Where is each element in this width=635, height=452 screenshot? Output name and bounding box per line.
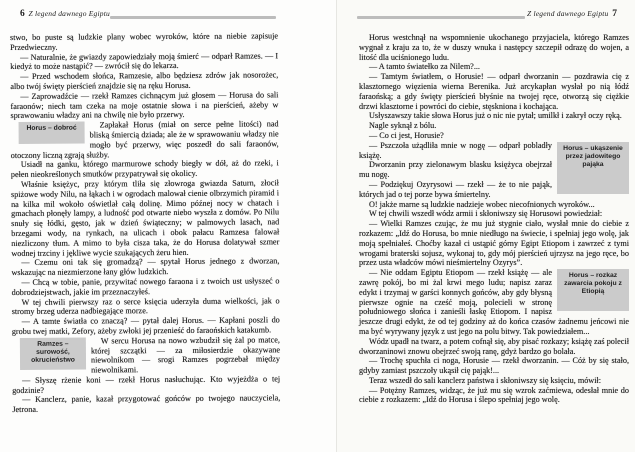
margin-note: Horus – rozkaz zawarcia pokoju z Etiopią <box>557 269 629 311</box>
paragraph: — A tamto światełko za Nilem?... <box>369 62 480 72</box>
paragraph: — Podziękuj Ozyrysowi — rzekł — że to nie pająk, których jad o tej porze bywa śmiertelny. <box>359 179 552 199</box>
paragraph: — Potężny Ramzes, widząc, że już mu się wzrok zaćmiewa, odesłał mnie do ciebie z rozkazem: „Idź do Horusa i ślepo spełniaj jego wolę. <box>359 385 629 405</box>
left-page-header <box>20 9 110 19</box>
paragraph: — Czemu oni tak się gromadzą? — spytał Horus jednego z dworzan, wskazując na niezmierzone łany głów ludzkich. <box>11 256 280 278</box>
paragraph: — A tamte światła co znaczą? — pytał dalej Horus. — Kapłani poszli do grobu twej matki, Zefory, ażeby zwłoki jej przenieść do faraońskich katakumb. <box>11 315 280 336</box>
paragraph: Usiadł na ganku, którego marmurowe schody biegły w dół, aż do rzeki, i pełen nieokreślonych smutków przypatrywał się okolicy. <box>10 158 279 180</box>
paragraph <box>12 335 280 376</box>
paragraph: stwo, bo puste są ludzkie plany wobec wyroków, które na niebie zapisuje Przedwieczny. <box>10 31 279 52</box>
header-rule <box>357 16 525 19</box>
paragraph: W tej chwili pierwszy raz o serce księcia uderzyła duma wielkości, jak o stromy brzeg uderza nadbiegające morze. <box>11 295 280 317</box>
paragraph: Dworzanin przy zielonawym blasku księżyca obejrzał mu nogę. <box>359 160 552 180</box>
right-body-column <box>359 33 629 405</box>
paragraph-text: W sercu Horusa na nowo wzbudził się żal po matce, której szczątki — za miłosierdzie okazywane niewolnikom — srogi Ramzes pogrzebał między niewolnikami. <box>90 335 281 375</box>
paragraph: — Co ci jest, Horusie? <box>369 130 444 140</box>
paragraph: — Kanclerz, panie, kazał przygotować gońców po twojego nauczyciela, Jetrona. <box>12 393 281 415</box>
margin-note: Ramzes – surowość, okrucieństwo <box>20 337 86 369</box>
paragraph-text: Zapłakał Horus (miał on serce pełne litości) nad bliską śmiercią dziada; ale że w sprawowaniu władzy nie mogło być przerwy, więc poszedł do sali faraonów, otoczony liczną zgrają służby. <box>10 119 279 160</box>
paragraph: — Naturalnie, że gwiazdy zapowiedziały moją śmierć — odparł Ramzes. — I kiedyż to może nastąpić? — zwrócił się do lekarza. <box>10 50 279 72</box>
paragraph: — Zaprowadźcie — rzekł Ramzes cichnącym już głosem — Horusa do sali faraonów; niech tam czeka na moje ostatnie słowa i na pierścień, ażeby w sprawowaniu władzy ani na chwilę nie było przerwy. <box>10 90 279 121</box>
paragraph: — Słyszę rżenie koni — rzekł Horus nasłuchując. Kto wyjeżdża o tej godzinie? <box>12 374 281 395</box>
paragraph: Teraz wszedł do sali kanclerz państwa i skłoniwszy się księciu, mówił: <box>369 375 602 385</box>
paragraph-text: — Pszczoła użądliła mnie w nogę — odparł pobladły książę. <box>359 140 552 160</box>
right-page <box>337 0 635 452</box>
page-number: 7 <box>612 9 617 19</box>
left-body-column <box>10 31 280 415</box>
paragraph: O! jakże marne są ludzkie nadzieje wobec niecofnionych wyroków... <box>369 199 595 209</box>
paragraph <box>359 268 629 337</box>
paragraph: Horus westchnął na wspomnienie ukochanego przyjaciela, którego Ramzes wygnał z kraju za to, że w duszy wnuka i następcy szczepił odrazę do wojen, a litość dla uciśnionego ludu. <box>359 33 629 62</box>
paragraph-text: — Nie oddam Egiptu Etiopom — rzekł książę — ale zawrę pokój, bo mi żal krwi mego ludu; napisz zaraz edykt i trzymaj w garści konnych gońców, aby gdy błysną pierwsze ognie na cześć moją, polecieli w stronę południowego słońca i zanieśli łaskę Etiopom. I napisz jeszcze drugi edykt, że od tej godziny aż do końca czasów żadnemu jeńcowi nie ma być wyrywany język z ust jego na polu bitwy. Tak powiedziałem... <box>359 268 629 336</box>
right-page-header <box>527 9 617 19</box>
paragraph: Wódz upadł na twarz, a potem cofnął się, aby pisać rozkazy; książę zaś polecił dworzaninowi znowu obejrzeć swoją ranę, gdyż bardzo go bolała. <box>359 336 629 356</box>
page-number: 6 <box>20 9 25 19</box>
margin-note: Horus – ukąszenie przez jadowitego pająka <box>557 142 629 194</box>
header-rule <box>110 16 276 19</box>
paragraph: — Przed wschodem słońca, Ramzesie, albo będziesz zdrów jak nosorożec, albo twój święty pierścień znajdzie się na ręku Horusa. <box>10 70 279 91</box>
paragraph <box>359 140 629 168</box>
margin-note: Horus – dobroć <box>19 122 85 144</box>
running-title: Z legend dawnego Egiptu <box>527 9 609 18</box>
paragraph: — Wielki Ramzes czując, że mu już stygnie ciało, wysłał mnie do ciebie z rozkazem: „Idź do Horusa, bo mnie niedługo na świecie, i spełniaj jego wolę, jak moją spełniałeś. Choćby kazał ci ustąpić górny Egipt Etiopom i zawrzeć z tymi wrogami braterski sojusz, wykonaj to, gdy mój pierścień ujrzysz na jego ręce, bo przez usta władców mówi nieśmiertelny Ozyrys”. <box>359 219 629 268</box>
paragraph: W tej chwili wszedł wódz armii i skłoniwszy się Horusowi powiedział: <box>369 209 603 219</box>
paragraph: — Tamtym światłem, o Horusie! — odparł dworzanin — pozdrawia cię z klasztornego więzienia wierna Berenika. Już arcykapłan wysłał po nią łódź faraońską; a gdy święty pierścień błyśnie na twojej ręce, otworzą się ciężkie drzwi klasztorne i powróci do ciebie, stęskniona i kochająca. <box>359 72 629 111</box>
running-title: Z legend dawnego Egiptu <box>28 9 110 18</box>
paragraph: — Chcą w tobie, panie, przywitać nowego faraona i z twoich ust usłyszeć o dobrodziejstwach, jakie im przeznaczyłeś. <box>11 276 280 297</box>
paragraph: Właśnie księżyc, przy którym tliła się złowroga gwiazda Saturn, złocił spiżowe wody Nilu, na łąkach i w ogrodach malował cienie olbrzymich piramid i na kilka mil wokoło oświetlał całą dolinę. Mimo późnej nocy w chatach i gmachach płonęły lampy, a ludność pod otwarte niebo wyszła z domów. Po Nilu snuły się łódki, gęsto, jak w dzień świąteczny; w palmowych lasach, nad brzegami wody, na rynkach, na ulicach i obok pałacu Ramzesa falował niezliczony tłum. A mimo to była cisza taka, że do Horusa dolatywał szmer wodnej trzciny i jękliwe wycie szukających żeru hien. <box>10 178 280 258</box>
paragraph <box>11 120 279 161</box>
paragraph: Usłyszawszy takie słowa Horus już o nic nie pytał; umilkł i zakrył oczy ręką. <box>369 111 622 121</box>
paragraph: Nagle syknął z bólu. <box>369 121 437 131</box>
paragraph: — Trochę spuchła ci noga, Horusie — rzekł dworzanin. — Cóż by się stało, gdyby zamiast pszczoły ukąsił cię pająk!... <box>359 356 629 376</box>
